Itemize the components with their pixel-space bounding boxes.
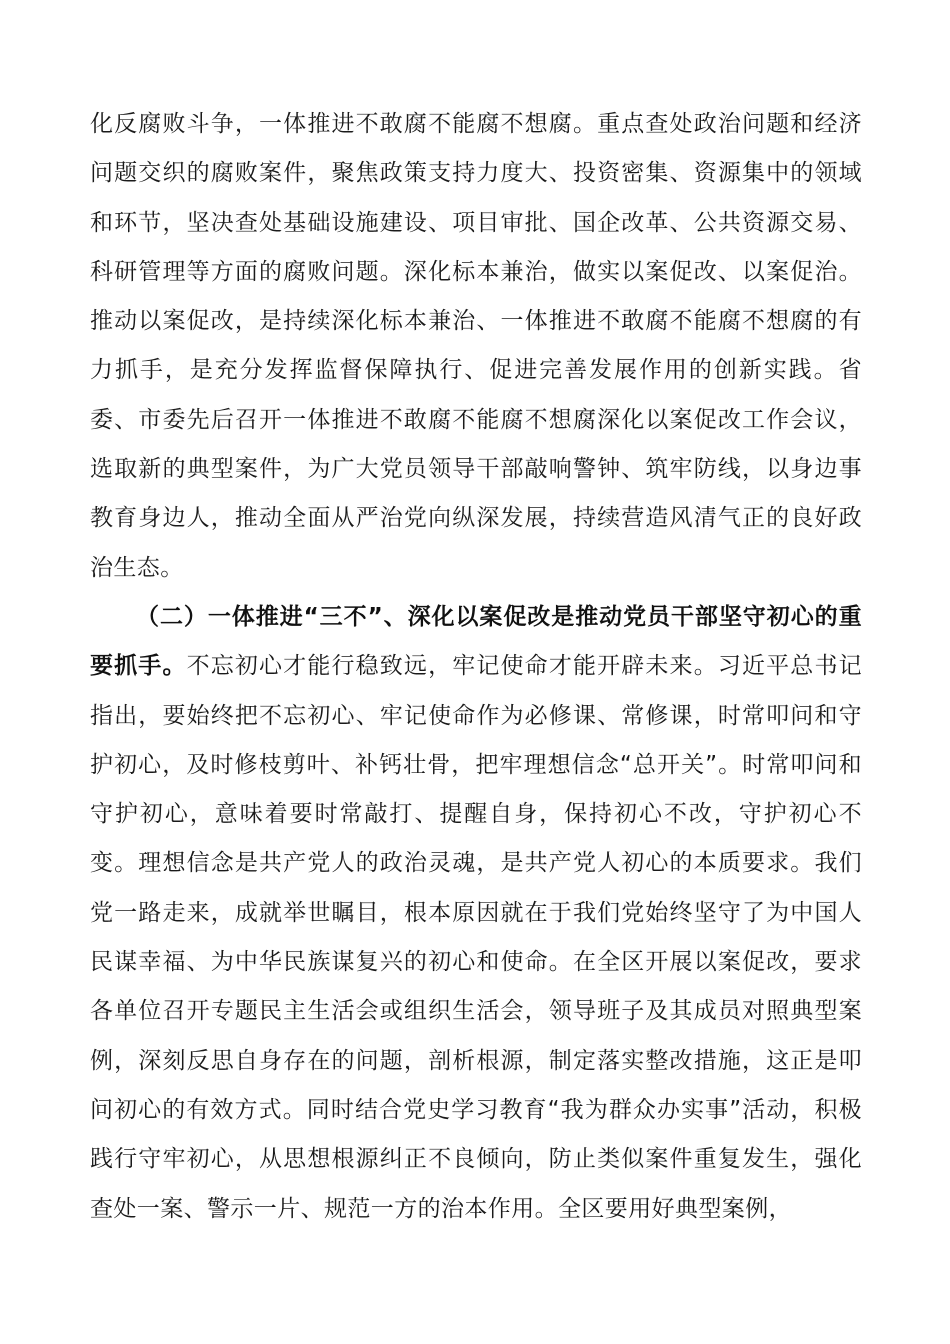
section-heading: （二）一体推进“三不”、深化以案促改是推动党员干部坚守初心的重要抓手。 [90,603,862,680]
paragraph-section-2 [90,593,862,1234]
section-body-text: 不忘初心才能行稳致远，牢记使命才能开辟未来。习近平总书记指出，要始终把不忘初心、牢记使命作为必修课、常修课，时常叩问和守护初心，及时修枝剪叶、补钙壮骨，把牢理想信念“总开关”。时常叩问和守护初心，意味着要时常敲打、提醒自身，保持初心不改，守护初心不变。理想信念是共产党人的政治灵魂，是共产党人初心的本质要求。我们党一路走来，成就举世瞩目，根本原因就在于我们党始终坚守了为中国人民谋幸福、为中华民族谋复兴的初心和使命。在全区开展以案促改，要求各单位召开专题民主生活会或组织生活会，领导班子及其成员对照典型案例，深刻反思自身存在的问题，剖析根源，制定落实整改措施，这正是叩问初心的有效方式。同时结合党史学习教育“我为群众办实事”活动，积极践行守牢初心，从思想根源纠正不良倾向，防止类似案件重复发生，强化查处一案、警示一片、规范一方的治本作用。全区要用好典型案例， [90,653,862,1222]
paragraph-continuation: 化反腐败斗争，一体推进不敢腐不能腐不想腐。重点查处政治问题和经济问题交织的腐败案件，聚焦政策支持力度大、投资密集、资源集中的领域和环节，坚决查处基础设施建设、项目审批、国企改革、公共资源交易、科研管理等方面的腐败问题。深化标本兼治，做实以案促改、以案促治。推动以案促改，是持续深化标本兼治、一体推进不敢腐不能腐不想腐的有力抓手，是充分发挥监督保障执行、促进完善发展作用的创新实践。省委、市委先后召开一体推进不敢腐不能腐不想腐深化以案促改工作会议，选取新的典型案件，为广大党员领导干部敲响警钟、筑牢防线，以身边事教育身边人，推动全面从严治党向纵深发展，持续营造风清气正的良好政治生态。 [90,111,862,581]
document-body [90,100,862,1234]
